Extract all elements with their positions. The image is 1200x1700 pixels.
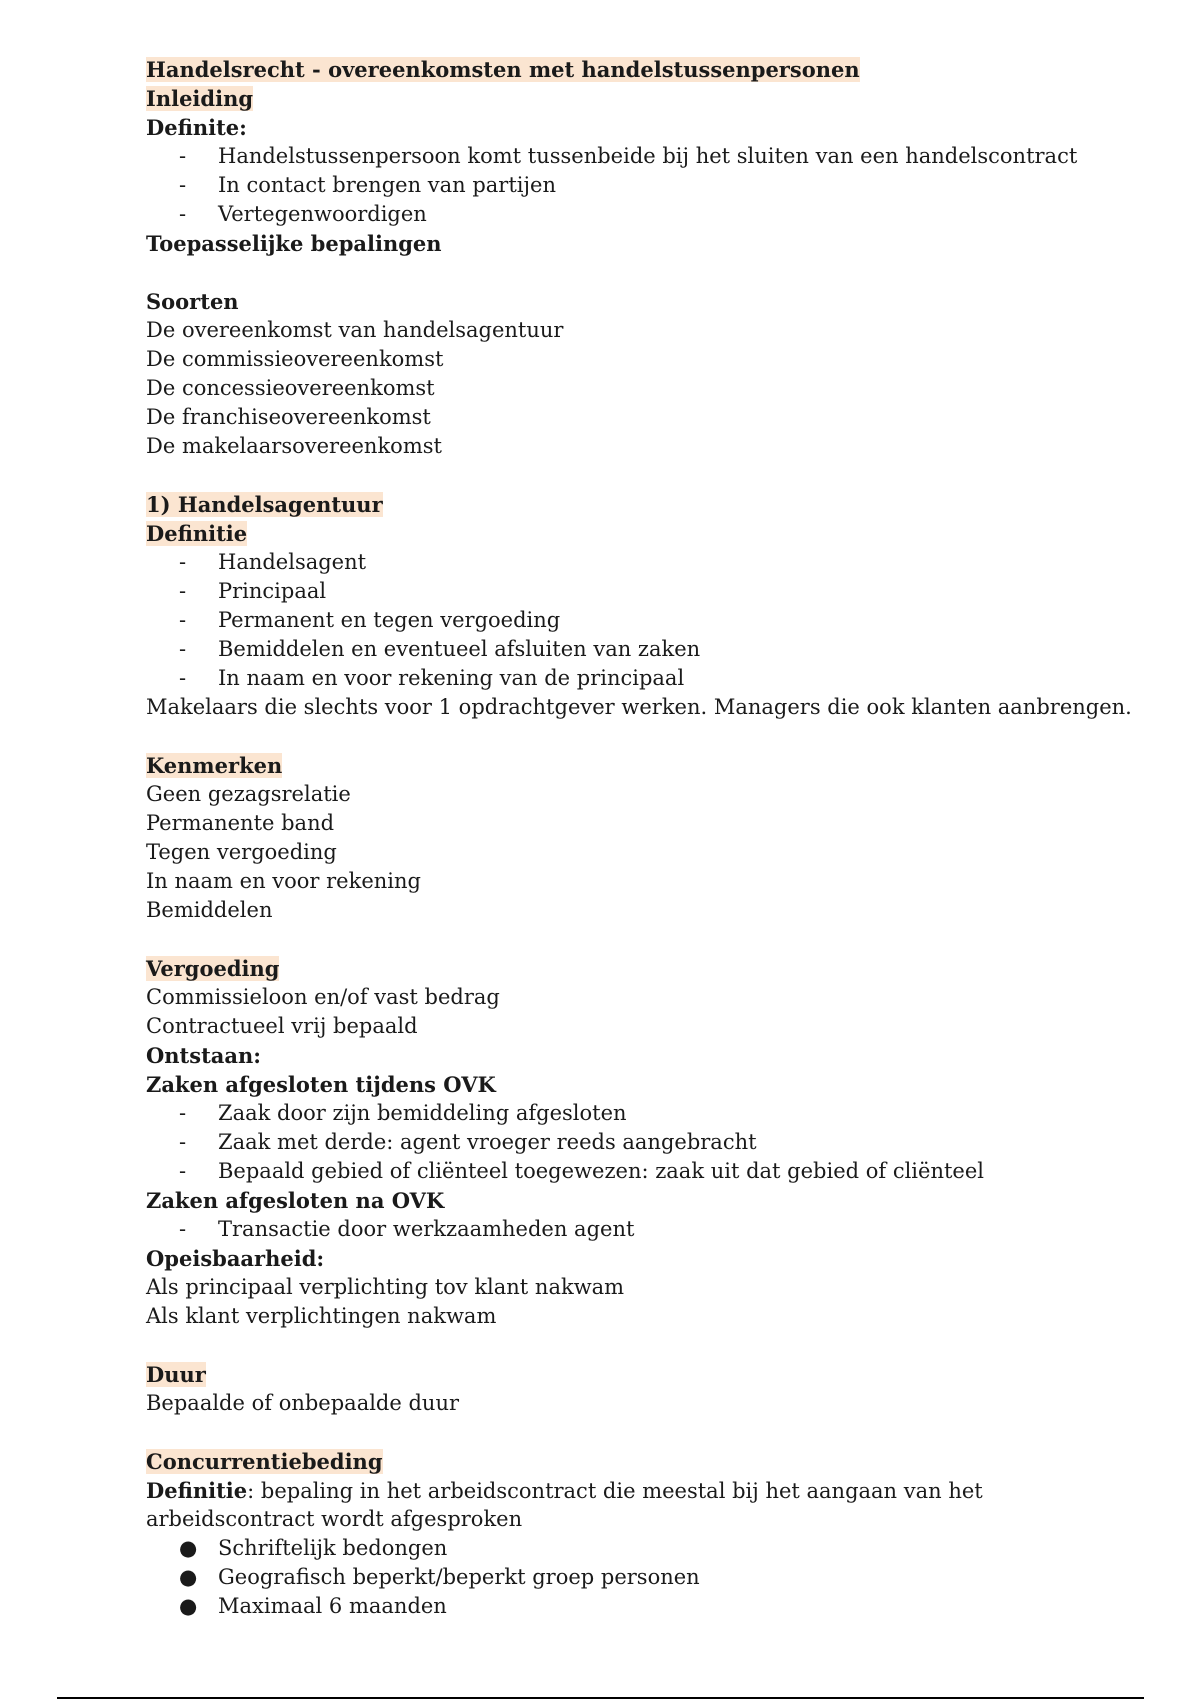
list-item: De commissieovereenkomst (146, 347, 444, 371)
fee-line: Contractueel vrij bepaald (146, 1014, 418, 1038)
agency-heading: 1) Handelsagentuur (146, 492, 383, 517)
claim-line: Als principaal verplichting tov klant nakwam (146, 1275, 625, 1299)
list-item: - Zaak door zijn bemiddeling afgesloten (179, 1101, 627, 1125)
list-item: De franchiseovereenkomst (146, 405, 431, 429)
list-item: - Handelstussenpersoon komt tussenbeide bij het sluiten van een handelscontract (179, 144, 1078, 168)
list-item: De makelaarsovereenkomst (146, 434, 442, 458)
intro-heading: Inleiding (146, 86, 254, 111)
list-item: Tegen vergoeding (146, 840, 337, 864)
agency-definition-heading: Definitie (146, 521, 248, 546)
duration-heading: Duur (146, 1362, 206, 1387)
list-item: - Permanent en tegen vergoeding (179, 608, 561, 632)
list-item: In naam en voor rekening (146, 869, 421, 893)
list-item: ● Maximaal 6 maanden (179, 1594, 447, 1618)
noncompete-heading: Concurrentiebeding (146, 1449, 383, 1474)
list-item: - Bemiddelen en eventueel afsluiten van zaken (179, 637, 701, 661)
claim-line: Als klant verplichtingen nakwam (146, 1304, 497, 1328)
list-item: Geen gezagsrelatie (146, 782, 351, 806)
page-bottom-rule (57, 1697, 1144, 1699)
list-item: - Zaak met derde: agent vroeger reeds aangebracht (179, 1130, 757, 1154)
noncompete-definition: Definitie: bepaling in het arbeidscontract die meestal bij het aangaan van het (146, 1478, 983, 1503)
origin-label: Ontstaan: (146, 1043, 262, 1068)
list-item: ● Geografisch beperkt/beperkt groep personen (179, 1565, 700, 1589)
list-item: - Handelsagent (179, 550, 367, 574)
claim-label: Opeisbaarheid: (146, 1246, 325, 1271)
list-item: - In naam en voor rekening van de principaal (179, 666, 685, 690)
document-title: Handelsrecht - overeenkomsten met handelstussenpersonen (146, 57, 860, 82)
list-item: De concessieovereenkomst (146, 376, 435, 400)
intro-definition-label: Definite: (146, 115, 247, 140)
types-heading: Soorten (146, 289, 239, 314)
list-item: De overeenkomst van handelsagentuur (146, 318, 564, 342)
list-item: Permanente band (146, 811, 335, 835)
list-item: - Bepaald gebied of cliënteel toegewezen: zaak uit dat gebied of cliënteel (179, 1159, 984, 1183)
provisions-heading: Toepasselijke bepalingen (146, 231, 442, 256)
list-item: - In contact brengen van partijen (179, 173, 556, 197)
agency-note: Makelaars die slechts voor 1 opdrachtgever werken. Managers die ook klanten aanbrengen. (146, 695, 1132, 719)
list-item: Bemiddelen (146, 898, 273, 922)
fee-line: Commissieloon en/of vast bedrag (146, 985, 500, 1009)
list-item: - Principaal (179, 579, 327, 603)
duration-text: Bepaalde of onbepaalde duur (146, 1391, 460, 1415)
list-item: ● Schriftelijk bedongen (179, 1536, 448, 1560)
after-label: Zaken afgesloten na OVK (146, 1188, 445, 1213)
during-label: Zaken afgesloten tijdens OVK (146, 1072, 496, 1097)
features-heading: Kenmerken (146, 753, 283, 778)
list-item: - Vertegenwoordigen (179, 202, 427, 226)
noncompete-definition-cont: arbeidscontract wordt afgesproken (146, 1507, 523, 1531)
document-page (146, 55, 1132, 1621)
fee-heading: Vergoeding (146, 956, 280, 981)
list-item: - Transactie door werkzaamheden agent (179, 1217, 635, 1241)
